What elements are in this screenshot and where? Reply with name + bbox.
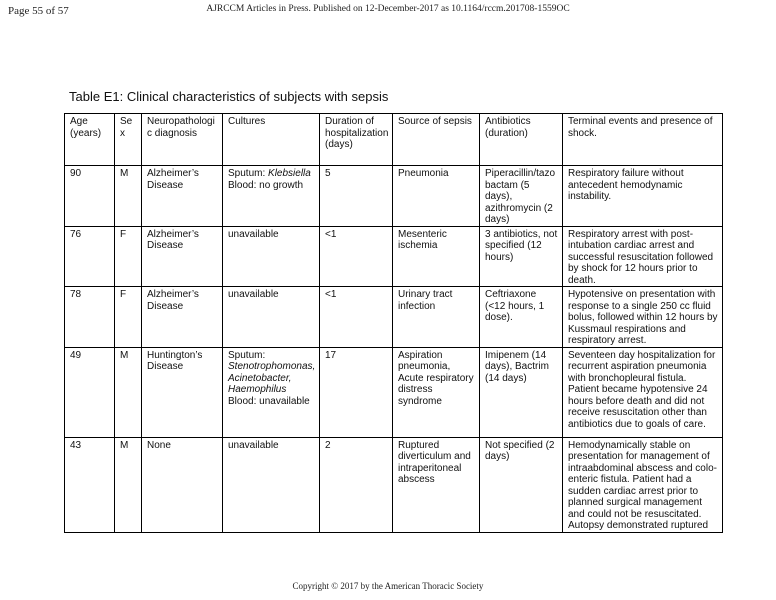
header-antibiotics: Antibiotics (duration) <box>480 114 563 166</box>
header-terminal-events: Terminal events and presence of shock. <box>563 114 723 166</box>
cell-source: Pneumonia <box>393 166 480 227</box>
cell-cultures: unavailable <box>223 437 320 532</box>
culture-label: Sputum: <box>228 168 269 179</box>
cell-source: Mesenteric ischemia <box>393 226 480 287</box>
table-row <box>65 437 723 532</box>
cell-antibiotics: 3 antibiotics, not specified (12 hours) <box>480 226 563 287</box>
cell-sex: M <box>115 166 142 227</box>
cell-diagnosis: Alzheimer’s Disease <box>142 166 223 227</box>
cell-terminal-events: Seventeen day hospitalization for recurrent aspiration pneumonia with bronchopleural fistula. Patient became hypotensive 24 hours before death and did not receive resuscitation other than antibiotics due to goals of care. <box>563 347 723 437</box>
cell-cultures <box>223 347 320 437</box>
cell-antibiotics: Piperacillin/tazo bactam (5 days), azithromycin (2 days) <box>480 166 563 227</box>
copyright-footer: Copyright © 2017 by the American Thoracic Society <box>292 581 484 591</box>
cell-age: 90 <box>65 166 115 227</box>
table-row <box>65 347 723 437</box>
table-row <box>65 166 723 227</box>
table-title: Table E1: Clinical characteristics of subjects with sepsis <box>69 89 389 104</box>
cell-diagnosis: None <box>142 437 223 532</box>
cell-terminal-events: Respiratory arrest with post-intubation cardiac arrest and successful resuscitation followed by shock for 12 hours prior to death. <box>563 226 723 287</box>
culture-label: Sputum: <box>228 349 266 361</box>
sepsis-characteristics-table <box>64 113 723 533</box>
header-source: Source of sepsis <box>393 114 480 166</box>
header-duration: Duration of hospitalization (days) <box>320 114 393 166</box>
cell-duration: <1 <box>320 287 393 348</box>
cell-duration: 17 <box>320 347 393 437</box>
cell-antibiotics: Ceftriaxone (<12 hours, 1 dose). <box>480 287 563 348</box>
cell-duration: 2 <box>320 437 393 532</box>
cell-terminal-events: Hemodynamically stable on presentation for management of intraabdominal abscess and colo-enteric fistula. Patient had a sudden cardiac arrest prior to planned surgical management and could not be resuscitated. Autopsy demonstrated ruptured <box>563 437 723 532</box>
cell-antibiotics: Not specified (2 days) <box>480 437 563 532</box>
cell-source: Aspiration pneumonia, Acute respiratory distress syndrome <box>393 347 480 437</box>
cell-terminal-events: Respiratory failure without antecedent hemodynamic instability. <box>563 166 723 227</box>
cell-diagnosis: Huntington’s Disease <box>142 347 223 437</box>
cell-diagnosis: Alzheimer’s Disease <box>142 226 223 287</box>
journal-header-note: AJRCCM Articles in Press. Published on 12-December-2017 as 10.1164/rccm.201708-1559OC <box>206 4 570 14</box>
cell-cultures <box>223 166 320 227</box>
table-header-row <box>65 114 723 166</box>
culture-organisms: Stenotrophomonas, Acinetobacter, Haemophilus <box>228 361 316 395</box>
cell-source: Ruptured diverticulum and intraperitoneal abscess <box>393 437 480 532</box>
header-diagnosis: Neuropathologi c diagnosis <box>142 114 223 166</box>
table-row <box>65 287 723 348</box>
header-sex: Se x <box>115 114 142 166</box>
cell-cultures: unavailable <box>223 226 320 287</box>
cell-source: Urinary tract infection <box>393 287 480 348</box>
cell-terminal-events: Hypotensive on presentation with response to a single 250 cc fluid bolus, followed within 12 hours by Kussmaul respirations and respiratory arrest. <box>563 287 723 348</box>
cell-duration: <1 <box>320 226 393 287</box>
cell-age: 78 <box>65 287 115 348</box>
table-row <box>65 226 723 287</box>
cell-age: 43 <box>65 437 115 532</box>
cell-age: 49 <box>65 347 115 437</box>
cell-cultures: unavailable <box>223 287 320 348</box>
header-age: Age (years) <box>65 114 115 166</box>
cell-antibiotics: Imipenem (14 days), Bactrim (14 days) <box>480 347 563 437</box>
cell-sex: M <box>115 437 142 532</box>
cell-age: 76 <box>65 226 115 287</box>
cell-sex: M <box>115 347 142 437</box>
culture-result: Blood: unavailable <box>228 395 310 407</box>
page-label: Page 55 of 57 <box>8 5 69 17</box>
cell-sex: F <box>115 226 142 287</box>
culture-organism: Klebsiella <box>268 168 311 179</box>
culture-result: Blood: no growth <box>228 179 304 191</box>
cell-diagnosis: Alzheimer’s Disease <box>142 287 223 348</box>
cell-duration: 5 <box>320 166 393 227</box>
cell-sex: F <box>115 287 142 348</box>
header-cultures: Cultures <box>223 114 320 166</box>
